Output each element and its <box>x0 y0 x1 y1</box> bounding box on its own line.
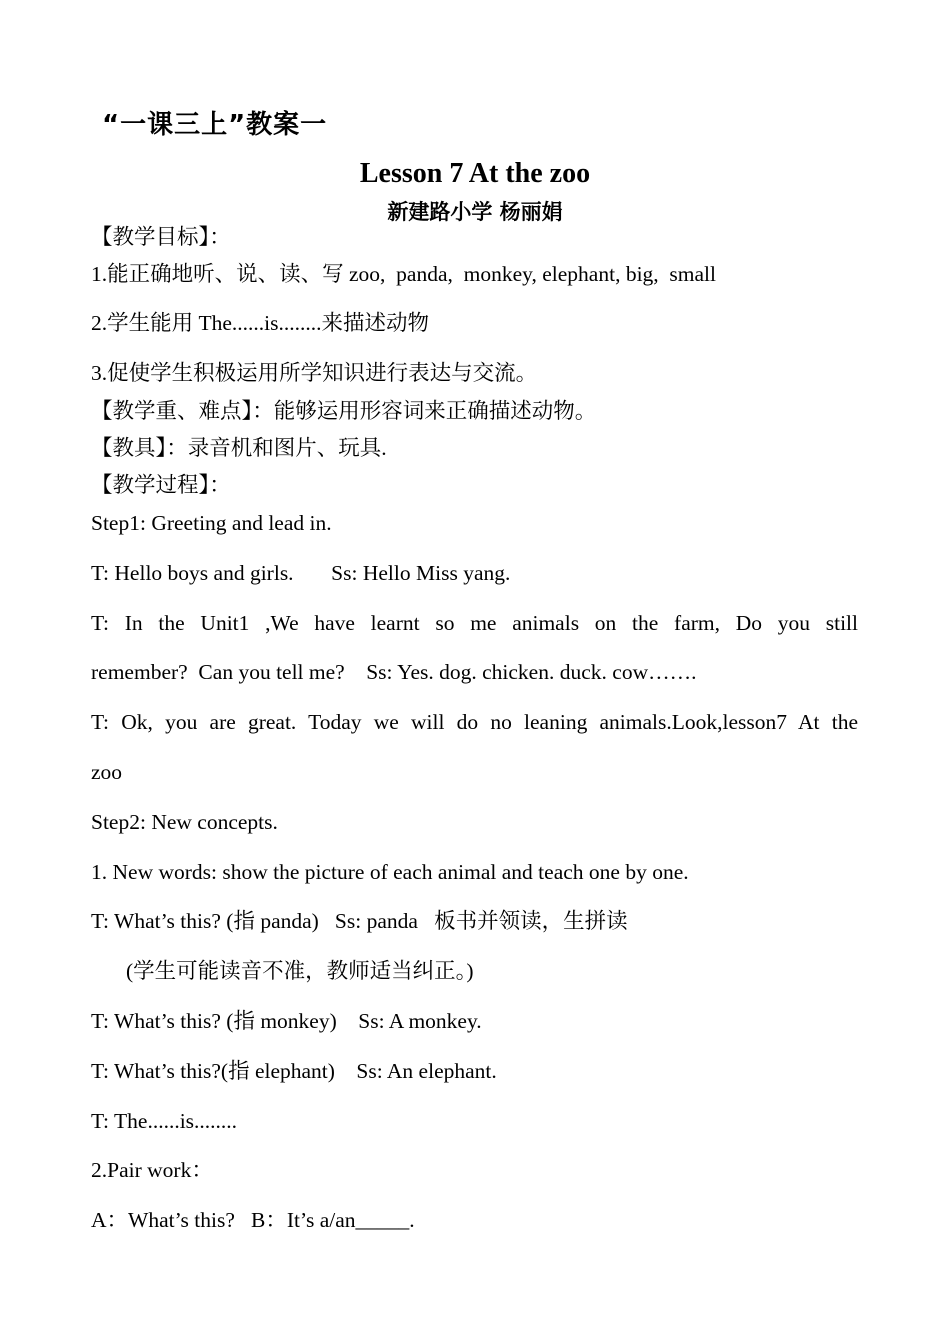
dialogue-line: T: The......is........ <box>91 1109 238 1133</box>
section-teaching-aids: 【教具】：录音机和图片、玩具. <box>91 436 387 460</box>
new-words-item: 1. New words: show the picture of each animal and teach one by one. <box>91 860 689 884</box>
dialogue-line: remember? Can you tell me? Ss: Yes. dog. chicken. duck. cow……. <box>91 660 697 684</box>
section-heading-objectives: 【教学目标】： <box>91 225 231 249</box>
step2-heading: Step2: New concepts. <box>91 810 278 834</box>
dialogue-line: zoo <box>91 760 123 784</box>
dialogue-line: T: Hello boys and girls. Ss: Hello Miss yang. <box>91 561 511 585</box>
section-key-points: 【教学重、难点】：能够运用形容词来正确描述动物。 <box>91 399 597 423</box>
pair-work-dialogue: A：What’s this? B：It’s a/an_____. <box>91 1208 415 1232</box>
objective-3: 3.促使学生积极运用所学知识进行表达与交流。 <box>91 361 538 385</box>
dialogue-line: T: What’s this? (指 monkey) Ss: A monkey. <box>91 1009 482 1033</box>
objective-2: 2.学生能用 The......is........来描述动物 <box>91 311 430 335</box>
dialogue-line: T: In the Unit1 ,We have learnt so me animals on the farm, Do you still <box>91 611 858 635</box>
dialogue-line: T: What’s this?(指 elephant) Ss: An elephant. <box>91 1059 497 1083</box>
step1-heading: Step1: Greeting and lead in. <box>91 511 332 535</box>
pair-work-heading: 2.Pair work： <box>91 1158 213 1182</box>
dialogue-line: T: Ok, you are great. Today we will do no leaning animals.Look,lesson7 At the <box>91 710 858 734</box>
objective-1: 1.能正确地听、说、读、写 zoo, panda, monkey, elephant, big, small <box>91 262 717 286</box>
author-line: 新建路小学 杨丽娟 <box>387 200 563 224</box>
section-heading-process: 【教学过程】： <box>91 473 231 497</box>
lesson-title: Lesson 7 At the zoo <box>359 158 591 189</box>
dialogue-line: T: What’s this? (指 panda) Ss: panda 板书并领读，生拼读 <box>91 909 628 933</box>
document-title: “一课三上”教案一 <box>102 110 328 140</box>
teacher-note: (学生可能读音不准，教师适当纠正。) <box>126 959 474 983</box>
